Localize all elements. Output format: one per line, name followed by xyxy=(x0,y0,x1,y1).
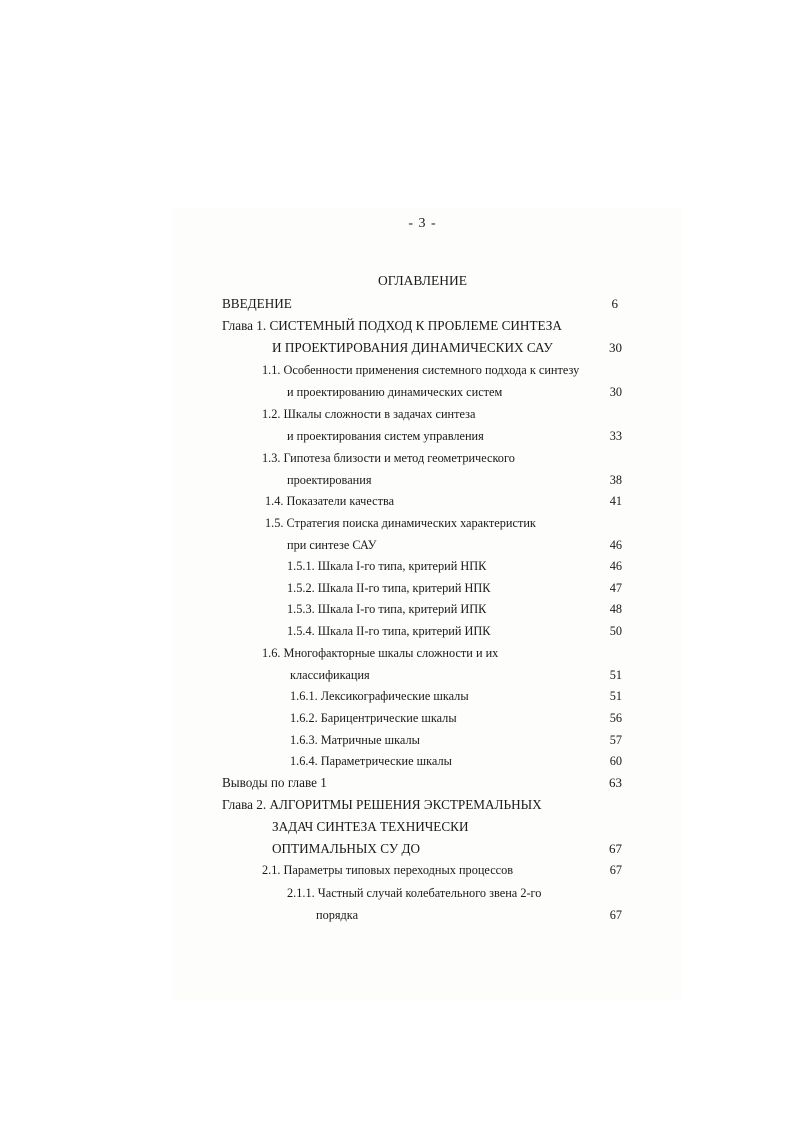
toc-entry: Глава 2. АЛГОРИТМЫ РЕШЕНИЯ ЭКСТРЕМАЛЬНЫХ xyxy=(222,797,542,812)
toc-entry: 1.4. Показатели качества xyxy=(265,494,395,508)
toc-entry: ВВЕДЕНИЕ xyxy=(222,296,292,311)
toc-entry: 1.6.2. Барицентрические шкалы xyxy=(290,711,457,725)
toc-page-number: 51 xyxy=(609,668,622,682)
toc-entry: ОПТИМАЛЬНЫХ СУ ДО xyxy=(272,841,421,856)
toc-entry: 1.6.3. Матричные шкалы xyxy=(290,733,420,747)
toc-entry: 1.1. Особенности применения системного подхода к синтезу xyxy=(262,363,580,377)
toc-entry: 1.5.3. Шкала I-го типа, критерий ИПК xyxy=(287,602,487,616)
toc-page-number: 48 xyxy=(609,602,622,616)
toc-entry: и проектирования систем управления xyxy=(287,429,484,443)
toc-page-number: 33 xyxy=(609,429,622,443)
toc-entry: 1.6.4. Параметрические шкалы xyxy=(290,754,452,768)
toc-entry: Глава 1. СИСТЕМНЫЙ ПОДХОД К ПРОБЛЕМЕ СИНТЕЗА xyxy=(222,318,562,333)
toc-page-number: 47 xyxy=(609,581,622,595)
toc-entry: 1.5.4. Шкала II-го типа, критерий ИПК xyxy=(287,624,491,638)
toc-entry: 1.5.1. Шкала I-го типа, критерий НПК xyxy=(287,559,487,573)
toc-page-number: 63 xyxy=(609,775,622,790)
toc-entry: 2.1. Параметры типовых переходных процессов xyxy=(262,863,514,877)
toc-heading: ОГЛАВЛЕНИЕ xyxy=(377,273,468,288)
toc-page-number: 30 xyxy=(609,340,622,355)
toc-page-number: 6 xyxy=(611,296,618,311)
toc-page-number: 60 xyxy=(609,754,622,768)
toc-entry: 1.6.1. Лексикографические шкалы xyxy=(290,689,469,703)
toc-entry: И ПРОЕКТИРОВАНИЯ ДИНАМИЧЕСКИХ САУ xyxy=(272,340,553,355)
toc-page-number: 46 xyxy=(609,538,622,552)
toc-entry: классификация xyxy=(290,668,370,682)
toc-entry: и проектированию динамических систем xyxy=(287,385,503,399)
toc-entry: 1.6. Многофакторные шкалы сложности и их xyxy=(262,646,499,660)
toc-entry: 1.3. Гипотеза близости и метод геометрического xyxy=(262,451,515,465)
toc-page-number: 56 xyxy=(609,711,622,725)
toc-page-number: 46 xyxy=(609,559,622,573)
toc-page-number: 67 xyxy=(609,863,622,877)
toc-page-number: 41 xyxy=(609,494,622,508)
toc-page-number: 51 xyxy=(609,689,622,703)
toc-page-number: 57 xyxy=(609,733,622,747)
page-marker: - 3 - xyxy=(408,216,437,231)
toc-page-number: 50 xyxy=(609,624,622,638)
toc-page-number: 38 xyxy=(609,473,622,487)
toc-page-number: 67 xyxy=(609,841,622,856)
toc-entry: ЗАДАЧ СИНТЕЗА ТЕХНИЧЕСКИ xyxy=(272,819,469,834)
toc-entry: проектирования xyxy=(287,473,372,487)
toc-entry: Выводы по главе 1 xyxy=(222,775,327,790)
toc-entry: 2.1.1. Частный случай колебательного звена 2-го xyxy=(287,886,542,900)
toc-entry: 1.5. Стратегия поиска динамических характеристик xyxy=(265,516,536,530)
toc-entry: порядка xyxy=(316,908,359,922)
toc-entry: 1.2. Шкалы сложности в задачах синтеза xyxy=(262,407,476,421)
toc-entry: 1.5.2. Шкала II-го типа, критерий НПК xyxy=(287,581,491,595)
toc-page-number: 30 xyxy=(609,385,622,399)
toc-entry: при синтезе САУ xyxy=(287,538,377,552)
toc-page-number: 67 xyxy=(609,908,622,922)
